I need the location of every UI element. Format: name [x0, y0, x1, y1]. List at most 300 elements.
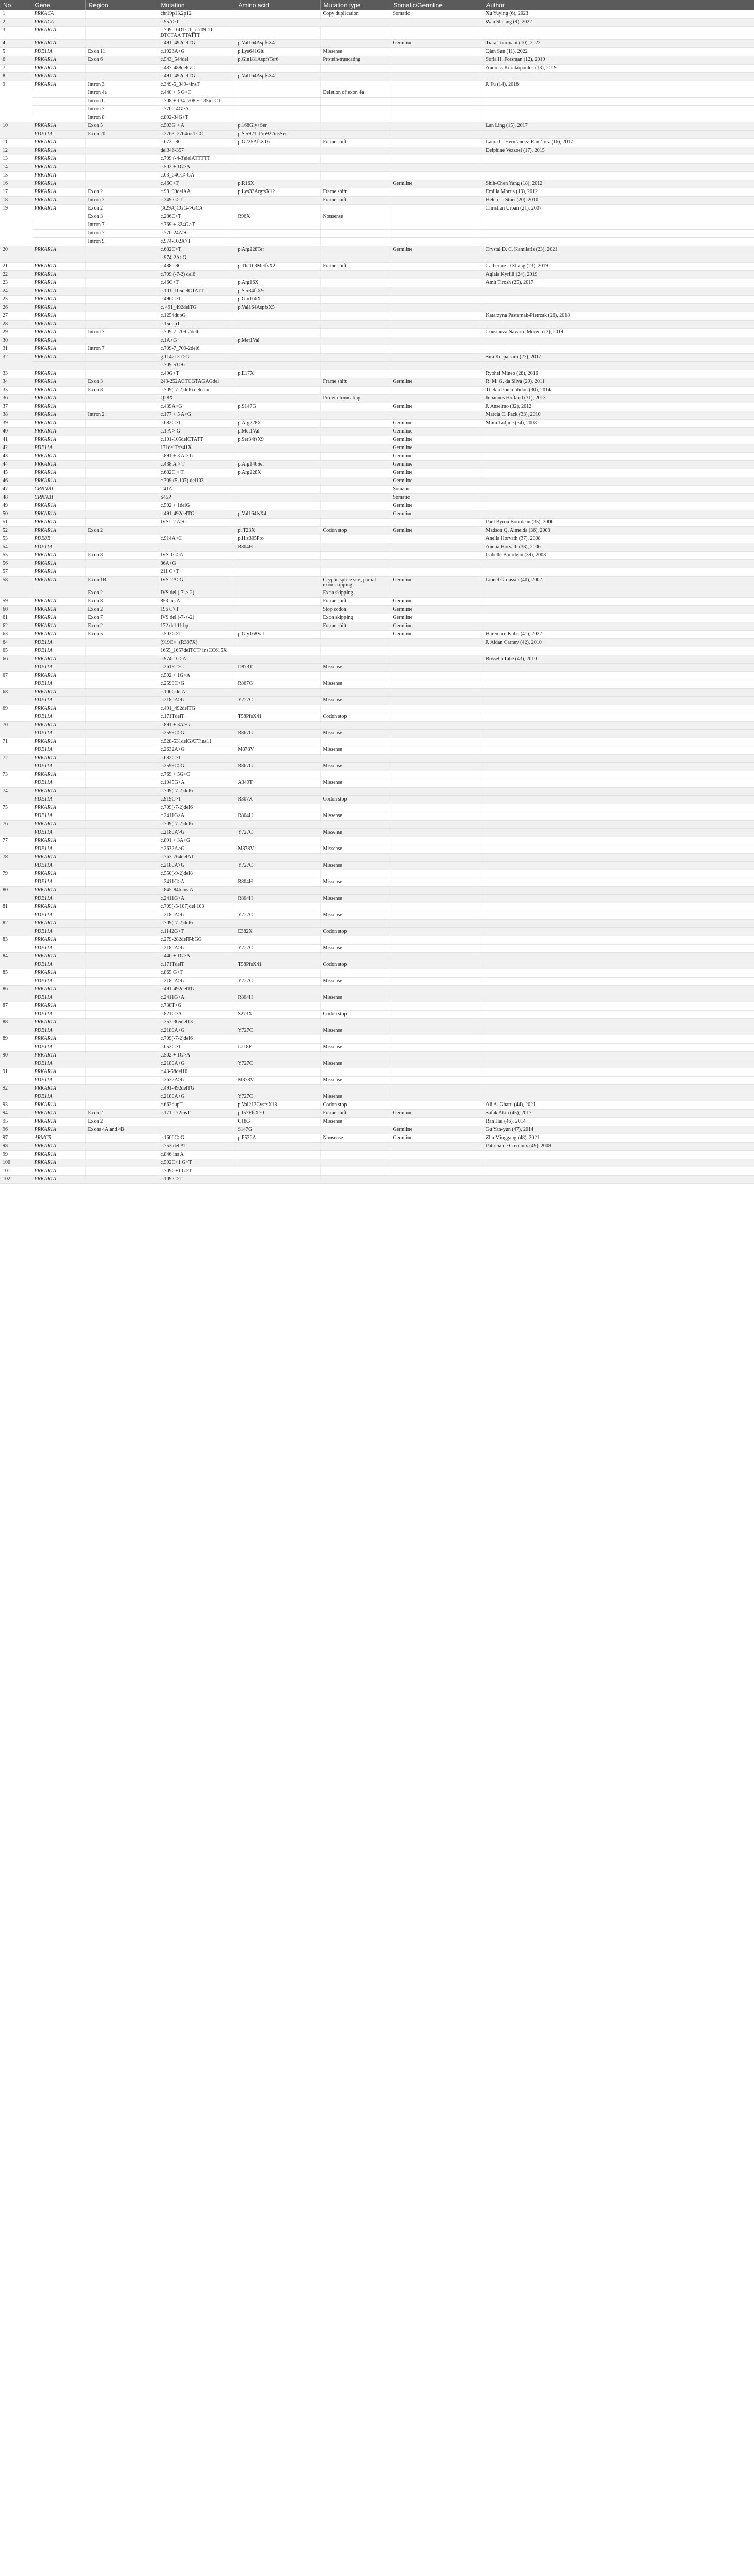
author-cell[interactable] — [483, 1077, 754, 1085]
author-cell[interactable]: Catherine D Zhang (23), 2019 — [483, 263, 754, 271]
author-cell[interactable] — [483, 337, 754, 345]
author-cell[interactable] — [483, 928, 754, 936]
amino-acid-cell: p.Thr163MetfsX2 — [235, 263, 320, 271]
author-cell[interactable] — [483, 1068, 754, 1077]
amino-acid-cell: L218F — [235, 1044, 320, 1052]
author-cell[interactable] — [483, 238, 754, 246]
mutation-type-cell: Missense — [320, 945, 390, 953]
mutation-type-cell: Nonsense — [320, 1134, 390, 1143]
mutation-cell: c.974-2A>G — [158, 254, 235, 263]
table-row — [0, 188, 754, 197]
gene-cell: PRKAR1A — [32, 73, 85, 81]
gene-cell: PRKAR1A — [32, 598, 85, 606]
mutation-type-cell — [320, 519, 390, 527]
row-number-cell: 59 — [0, 598, 32, 606]
author-cell[interactable] — [483, 672, 754, 680]
table-row — [0, 639, 754, 647]
gene-cell: PRKAR1A — [32, 510, 85, 519]
author-cell[interactable]: Lan Ling (15), 2017 — [483, 122, 754, 131]
author-cell[interactable] — [483, 287, 754, 296]
author-cell[interactable] — [483, 73, 754, 81]
mutation-type-cell — [320, 870, 390, 878]
author-cell[interactable]: Isabelle Bourdeau (39), 2003 — [483, 552, 754, 560]
author-cell[interactable]: Qian Sun (11), 2022 — [483, 48, 754, 56]
author-cell[interactable] — [483, 1176, 754, 1184]
author-cell[interactable] — [483, 1044, 754, 1052]
author-cell[interactable]: R. M. G. da Silva (29), 2011 — [483, 378, 754, 387]
author-cell[interactable] — [483, 722, 754, 730]
author-cell[interactable] — [483, 436, 754, 444]
author-cell[interactable] — [483, 589, 754, 598]
author-cell[interactable] — [483, 606, 754, 614]
author-cell[interactable]: Christian Urban (21), 2007 — [483, 205, 754, 213]
amino-acid-cell — [235, 738, 320, 746]
table-row — [0, 763, 754, 771]
row-number-cell: 28 — [0, 321, 32, 329]
mutation-cell: c.709-7_709-2del6 — [158, 329, 235, 337]
author-cell[interactable] — [483, 969, 754, 978]
author-cell[interactable] — [483, 978, 754, 986]
gene-cell: PRKAR1A — [32, 271, 85, 279]
gene-cell: PRKAR1A — [32, 1143, 85, 1151]
table-row — [0, 279, 754, 287]
author-cell[interactable] — [483, 920, 754, 928]
region-cell: Exon 2 — [85, 527, 158, 535]
author-cell[interactable] — [483, 1002, 754, 1011]
author-cell[interactable] — [483, 713, 754, 722]
author-cell[interactable] — [483, 1019, 754, 1027]
header-mutation-type: Mutation type — [320, 0, 390, 10]
author-cell[interactable] — [483, 622, 754, 631]
author-cell[interactable] — [483, 428, 754, 436]
author-cell[interactable] — [483, 738, 754, 746]
mutation-type-cell — [320, 287, 390, 296]
author-cell[interactable]: J. Aidan Carney (42), 2010 — [483, 639, 754, 647]
author-cell[interactable]: Helen L. Storr (20), 2010 — [483, 197, 754, 205]
table-row — [0, 98, 754, 106]
author-cell[interactable] — [483, 1052, 754, 1060]
row-number-cell: 97 — [0, 1134, 32, 1143]
author-cell[interactable] — [483, 812, 754, 821]
table-row — [0, 1027, 754, 1035]
somatic-germline-cell — [390, 928, 483, 936]
amino-acid-cell — [235, 1085, 320, 1093]
amino-acid-cell: T58PfsX41 — [235, 961, 320, 969]
author-cell[interactable] — [483, 779, 754, 788]
author-cell[interactable] — [483, 746, 754, 755]
author-cell[interactable]: Haremaru Kubo (41), 2022 — [483, 631, 754, 639]
somatic-germline-cell: Germline — [390, 40, 483, 48]
somatic-germline-cell — [390, 221, 483, 230]
author-cell[interactable]: Xu Yuying (6), 2023 — [483, 10, 754, 19]
author-cell[interactable] — [483, 870, 754, 878]
author-cell[interactable] — [483, 796, 754, 804]
row-number-cell: 65 — [0, 647, 32, 655]
row-number-cell: 63 — [0, 631, 32, 639]
author-cell[interactable] — [483, 461, 754, 469]
somatic-germline-cell — [390, 1044, 483, 1052]
somatic-germline-cell: Germline — [390, 378, 483, 387]
mutation-cell: c.502C+1 G>T — [158, 1159, 235, 1167]
mutation-type-cell — [320, 65, 390, 73]
author-cell[interactable]: Zhu Minggang (48), 2021 — [483, 1134, 754, 1143]
author-cell[interactable] — [483, 730, 754, 738]
amino-acid-cell — [235, 804, 320, 812]
author-cell[interactable] — [483, 1011, 754, 1019]
somatic-germline-cell — [390, 788, 483, 796]
gene-cell: PDE11A — [32, 444, 85, 453]
author-cell[interactable]: Ryohei Mineo (28), 2016 — [483, 370, 754, 378]
author-cell[interactable] — [483, 345, 754, 354]
author-cell[interactable] — [483, 911, 754, 920]
author-cell[interactable]: Madson Q. Almeida (36), 2008 — [483, 527, 754, 535]
gene-cell: PDE11A — [32, 1044, 85, 1052]
author-cell[interactable]: Ran Hai (46), 2014 — [483, 1118, 754, 1126]
author-cell[interactable] — [483, 647, 754, 655]
amino-acid-cell — [235, 552, 320, 560]
author-cell[interactable] — [483, 155, 754, 164]
author-cell[interactable]: Tiara Tourinani (10), 2022 — [483, 40, 754, 48]
region-cell: Exon 3 — [85, 378, 158, 387]
table-row — [0, 945, 754, 953]
region-cell — [85, 27, 158, 40]
author-cell[interactable] — [483, 221, 754, 230]
author-cell[interactable]: Gu Yan-yun (47), 2014 — [483, 1126, 754, 1134]
author-cell[interactable] — [483, 804, 754, 812]
somatic-germline-cell — [390, 304, 483, 312]
mutation-type-cell — [320, 639, 390, 647]
author-cell[interactable] — [483, 697, 754, 705]
row-number-cell: 29 — [0, 329, 32, 337]
gene-cell: PRKAR1A — [32, 920, 85, 928]
author-cell[interactable] — [483, 453, 754, 461]
author-cell[interactable] — [483, 230, 754, 238]
region-cell: Intron 3 — [85, 197, 158, 205]
mutation-cell: IVS del (-7->-2) — [158, 589, 235, 598]
author-cell[interactable]: Safak Akin (45), 2017 — [483, 1110, 754, 1118]
mutation-type-cell — [320, 106, 390, 114]
author-cell[interactable] — [483, 362, 754, 370]
gene-cell — [32, 589, 85, 598]
region-cell — [85, 920, 158, 928]
gene-cell: PRKAR1A — [32, 1176, 85, 1184]
mutation-type-cell — [320, 81, 390, 89]
author-cell[interactable] — [483, 1151, 754, 1159]
author-cell[interactable]: Crystal D. C. Kamilaris (23), 2021 — [483, 246, 754, 254]
mutation-type-cell — [320, 1019, 390, 1027]
author-cell[interactable] — [483, 510, 754, 519]
region-cell: Intron 7 — [85, 230, 158, 238]
table-row — [0, 936, 754, 945]
author-cell[interactable]: Aglaia Kyrilli (24), 2019 — [483, 271, 754, 279]
gene-cell: PDE11A — [32, 862, 85, 870]
row-number-cell: 40 — [0, 428, 32, 436]
amino-acid-cell: p.Gln181AspfsTer6 — [235, 56, 320, 65]
mutation-type-cell — [320, 304, 390, 312]
region-cell: Exon 5 — [85, 122, 158, 131]
author-cell[interactable] — [483, 502, 754, 510]
author-cell[interactable]: Mimi Tadjine (34), 2008 — [483, 420, 754, 428]
region-cell: Exon 8 — [85, 552, 158, 560]
amino-acid-cell — [235, 221, 320, 230]
author-cell[interactable]: Patricia de Cremoux (49), 2008 — [483, 1143, 754, 1151]
author-cell[interactable]: Katarzyna Pasternak-Pietrzak (26), 2018 — [483, 312, 754, 321]
author-cell[interactable] — [483, 172, 754, 180]
author-cell[interactable] — [483, 164, 754, 172]
region-cell — [85, 887, 158, 895]
somatic-germline-cell — [390, 65, 483, 73]
author-cell[interactable] — [483, 296, 754, 304]
author-cell[interactable] — [483, 845, 754, 854]
mutation-type-cell — [320, 788, 390, 796]
author-cell[interactable] — [483, 321, 754, 329]
row-number-cell: 47 — [0, 486, 32, 494]
author-cell[interactable] — [483, 1093, 754, 1101]
mutation-cell: IVS-1G>A — [158, 552, 235, 560]
mutation-type-cell — [320, 362, 390, 370]
author-cell[interactable]: Emilia Morris (19), 2012 — [483, 188, 754, 197]
amino-acid-cell — [235, 1159, 320, 1167]
author-cell[interactable] — [483, 1035, 754, 1044]
author-cell[interactable] — [483, 560, 754, 568]
author-cell[interactable] — [483, 936, 754, 945]
author-cell[interactable] — [483, 444, 754, 453]
table-row — [0, 1060, 754, 1068]
author-cell[interactable]: Anelia Horvath (38), 2006 — [483, 543, 754, 552]
region-cell: Exon 2 — [85, 589, 158, 598]
mutation-cell: c.682C>T — [158, 246, 235, 254]
gene-cell: PDE11A — [32, 730, 85, 738]
somatic-germline-cell: Somatic — [390, 486, 483, 494]
mutation-type-cell — [320, 444, 390, 453]
mutation-cell: c.1 A > G — [158, 428, 235, 436]
somatic-germline-cell — [390, 779, 483, 788]
author-cell[interactable]: Laura C. Hern’andez-Ram’irez (16), 2017 — [483, 139, 754, 147]
author-cell[interactable] — [483, 27, 754, 40]
mutation-cell: c.2632A>G — [158, 746, 235, 755]
gene-cell: PRKAR1A — [32, 263, 85, 271]
author-cell[interactable]: Paul Byron Bourdeau (35), 2006 — [483, 519, 754, 527]
author-cell[interactable] — [483, 114, 754, 122]
somatic-germline-cell: Germline — [390, 461, 483, 469]
gene-cell: PRKAR1A — [32, 205, 85, 213]
author-cell[interactable] — [483, 837, 754, 845]
table-row — [0, 1151, 754, 1159]
row-number-cell: 2 — [0, 19, 32, 27]
amino-acid-cell — [235, 197, 320, 205]
region-cell — [85, 994, 158, 1002]
author-cell[interactable] — [483, 887, 754, 895]
region-cell — [85, 296, 158, 304]
author-cell[interactable] — [483, 89, 754, 98]
author-cell[interactable]: Amit Tirosh (25), 2017 — [483, 279, 754, 287]
table-row — [0, 502, 754, 510]
region-cell — [85, 722, 158, 730]
author-cell[interactable] — [483, 1085, 754, 1093]
amino-acid-cell — [235, 395, 320, 403]
author-cell[interactable] — [483, 895, 754, 903]
table-row — [0, 560, 754, 568]
table-row — [0, 672, 754, 680]
author-cell[interactable] — [483, 1060, 754, 1068]
amino-acid-cell — [235, 598, 320, 606]
author-cell[interactable]: Marcia C. Pack (33), 2010 — [483, 411, 754, 420]
gene-cell: PRKAR1A — [32, 887, 85, 895]
author-cell[interactable]: Ali A. Ghatri (44), 2021 — [483, 1101, 754, 1110]
region-cell — [85, 969, 158, 978]
author-cell[interactable]: Sofia H. Forsman (12), 2019 — [483, 56, 754, 65]
amino-acid-cell: p.Ser34fsX9 — [235, 436, 320, 444]
mutation-type-cell — [320, 453, 390, 461]
author-cell[interactable]: Johannes Hofland (31), 2013 — [483, 395, 754, 403]
author-cell[interactable] — [483, 568, 754, 577]
author-cell[interactable] — [483, 771, 754, 779]
author-cell[interactable]: Delphine Vezzosi (17), 2015 — [483, 147, 754, 155]
gene-cell: PRKAR1A — [32, 387, 85, 395]
mutation-cell: c.709(-7-2)del6 — [158, 804, 235, 812]
author-cell[interactable] — [483, 994, 754, 1002]
somatic-germline-cell — [390, 1002, 483, 1011]
somatic-germline-cell — [390, 705, 483, 713]
author-cell[interactable]: Thekla Poukoulidou (30), 2014 — [483, 387, 754, 395]
author-cell[interactable] — [483, 486, 754, 494]
author-cell[interactable] — [483, 664, 754, 672]
author-cell[interactable] — [483, 689, 754, 697]
author-cell[interactable] — [483, 614, 754, 622]
author-cell[interactable] — [483, 903, 754, 911]
table-row — [0, 1011, 754, 1019]
amino-acid-cell: M878V — [235, 746, 320, 755]
amino-acid-cell: R804H — [235, 994, 320, 1002]
author-cell[interactable] — [483, 953, 754, 961]
somatic-germline-cell — [390, 845, 483, 854]
author-cell[interactable] — [483, 788, 754, 796]
amino-acid-cell — [235, 903, 320, 911]
mutation-type-cell: Codon stop — [320, 1011, 390, 1019]
author-cell[interactable] — [483, 755, 754, 763]
author-cell[interactable]: Lionel Groussin (40), 2002 — [483, 577, 754, 589]
author-cell[interactable] — [483, 862, 754, 870]
author-cell[interactable] — [483, 1167, 754, 1176]
author-cell[interactable]: Shih-Chen Yang (18), 2012 — [483, 180, 754, 188]
region-cell — [85, 139, 158, 147]
gene-cell — [32, 221, 85, 230]
author-cell[interactable] — [483, 878, 754, 887]
author-cell[interactable] — [483, 1159, 754, 1167]
mutation-type-cell — [320, 387, 390, 395]
author-cell[interactable] — [483, 945, 754, 953]
author-cell[interactable] — [483, 98, 754, 106]
author-cell[interactable]: Rossella Libé (43), 2010 — [483, 655, 754, 664]
somatic-germline-cell: Germline — [390, 428, 483, 436]
somatic-germline-cell — [390, 969, 483, 978]
author-cell[interactable]: Andreas Kiriakopoulos (13), 2019 — [483, 65, 754, 73]
region-cell — [85, 180, 158, 188]
row-number-cell: 62 — [0, 622, 32, 631]
author-cell[interactable] — [483, 131, 754, 139]
author-cell[interactable] — [483, 494, 754, 502]
region-cell: Exon 6 — [85, 56, 158, 65]
table-header — [0, 0, 754, 10]
mutation-type-cell — [320, 296, 390, 304]
amino-acid-cell: p.Val164AspfsX4 — [235, 73, 320, 81]
author-cell[interactable]: J. Fu (14), 2018 — [483, 81, 754, 89]
author-cell[interactable] — [483, 680, 754, 689]
table-body — [0, 10, 754, 1184]
region-cell — [85, 543, 158, 552]
row-number-cell: 98 — [0, 1143, 32, 1151]
author-cell[interactable] — [483, 213, 754, 221]
mutation-cell: g.114213T>G — [158, 354, 235, 362]
gene-cell: PDE11A — [32, 895, 85, 903]
table-row — [0, 48, 754, 56]
amino-acid-cell: Y727C — [235, 911, 320, 920]
author-cell[interactable] — [483, 854, 754, 862]
author-cell[interactable] — [483, 961, 754, 969]
amino-acid-cell — [235, 486, 320, 494]
somatic-germline-cell: Germline — [390, 606, 483, 614]
mutation-type-cell — [320, 568, 390, 577]
author-cell[interactable]: Anelia Horvath (37), 2008 — [483, 535, 754, 543]
author-cell[interactable] — [483, 1027, 754, 1035]
author-cell[interactable] — [483, 477, 754, 486]
amino-acid-cell: p.E17X — [235, 370, 320, 378]
gene-cell: PDE8B — [32, 535, 85, 543]
mutation-cell: del346-357 — [158, 147, 235, 155]
mutation-cell: c.738T>G — [158, 1002, 235, 1011]
mutation-type-cell — [320, 543, 390, 552]
author-cell[interactable] — [483, 598, 754, 606]
author-cell[interactable] — [483, 469, 754, 477]
author-cell[interactable] — [483, 829, 754, 837]
gene-cell — [32, 98, 85, 106]
mutation-cell: 172 del 11 bp — [158, 622, 235, 631]
amino-acid-cell — [235, 655, 320, 664]
mutation-cell: 171delT/fs41X — [158, 444, 235, 453]
author-cell[interactable] — [483, 304, 754, 312]
author-cell[interactable] — [483, 986, 754, 994]
region-cell — [85, 829, 158, 837]
author-cell[interactable] — [483, 106, 754, 114]
region-cell — [85, 510, 158, 519]
amino-acid-cell: M878V — [235, 845, 320, 854]
author-cell[interactable]: Wan Shuang (9), 2022 — [483, 19, 754, 27]
gene-cell: PDE11A — [32, 878, 85, 887]
author-cell[interactable]: J. Anselmo (32), 2012 — [483, 403, 754, 411]
author-cell[interactable] — [483, 821, 754, 829]
author-cell[interactable]: Constanza Navarro Moreno (3), 2019 — [483, 329, 754, 337]
region-cell — [85, 1011, 158, 1019]
mutation-cell: c.682C > T — [158, 469, 235, 477]
mutation-type-cell: Missense — [320, 48, 390, 56]
gene-cell: PRKAR1A — [32, 622, 85, 631]
author-cell[interactable] — [483, 254, 754, 263]
author-cell[interactable]: Sira Korpaisarn (27), 2017 — [483, 354, 754, 362]
gene-cell: ARMC5 — [32, 1134, 85, 1143]
mutation-cell: c.1606C>G — [158, 1134, 235, 1143]
somatic-germline-cell: Somatic — [390, 494, 483, 502]
mutation-type-cell: Protein-truncating — [320, 56, 390, 65]
author-cell[interactable] — [483, 705, 754, 713]
table-row — [0, 395, 754, 403]
region-cell — [85, 312, 158, 321]
mutation-cell: c.682C>T — [158, 755, 235, 763]
gene-cell: PRKAR1A — [32, 1052, 85, 1060]
mutation-type-cell — [320, 804, 390, 812]
author-cell[interactable] — [483, 763, 754, 771]
mutation-cell: c.821C>A — [158, 1011, 235, 1019]
row-number-cell: 3 — [0, 27, 32, 40]
